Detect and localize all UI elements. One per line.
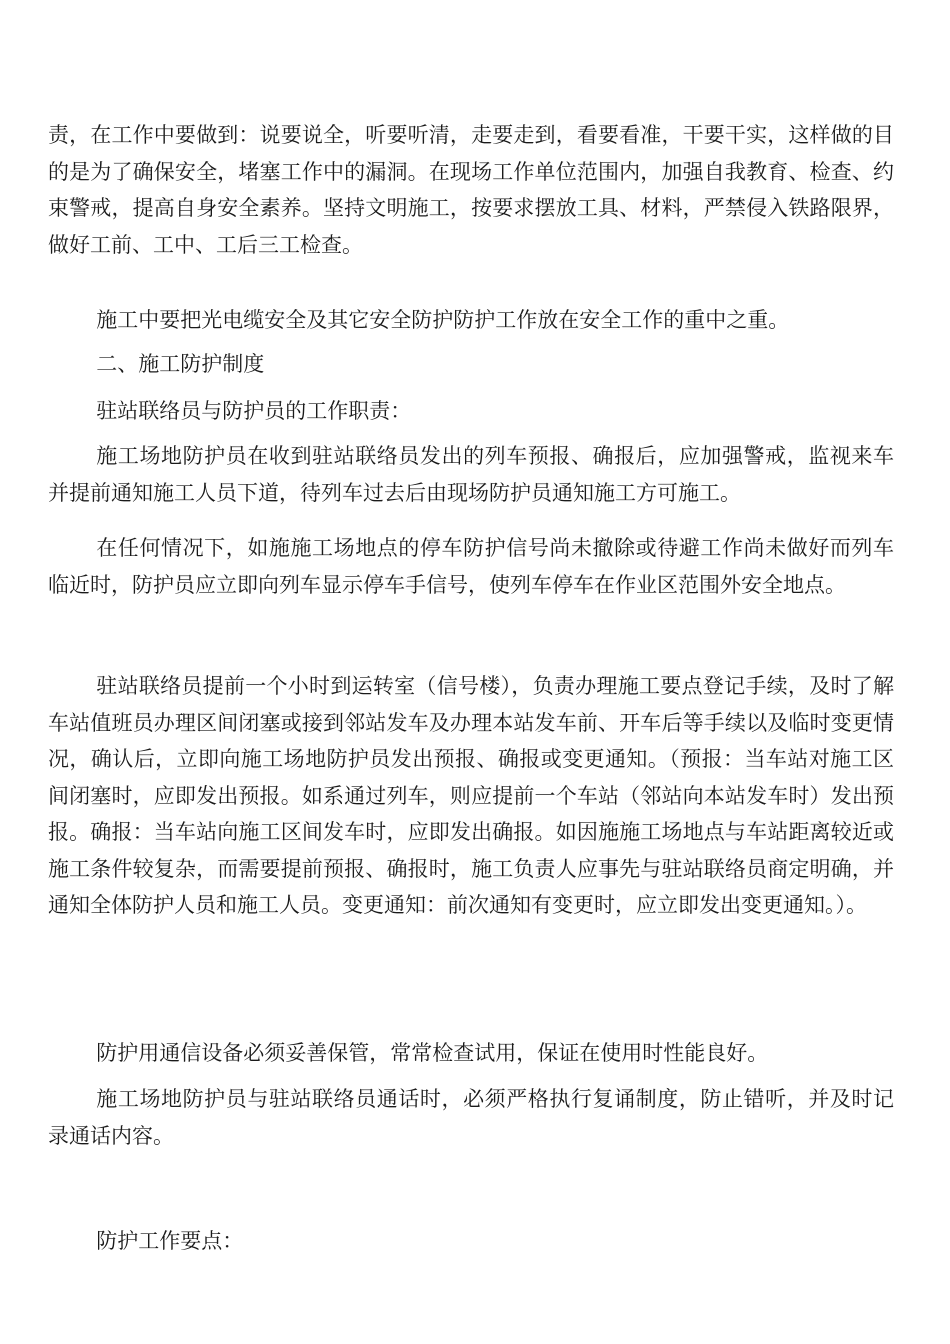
paragraph-continued-duties: 责，在工作中要做到：说要说全，听要听清，走要走到，看要看准，干要干实，这样做的目的是为了确保安全，堵塞工作中的漏洞。在现场工作单位范围内，加强自我教育、检查、约束警戒，提高自身安全素养。坚持文明施工，按要求摆放工具、材料，严禁侵入铁路限界，做好工前、工中、工后三工检查。 [48, 123, 894, 257]
paragraph-communication-equipment: 防护用通信设备必须妥善保管，常常检查试用，保证在使用时性能良好。 [96, 1041, 769, 1065]
paragraph-repeat-back-rule: 施工场地防护员与驻站联络员通话时，必须严格执行复诵制度，防止错听，并及时记录通话内容。 [48, 1087, 894, 1148]
paragraph-cable-safety: 施工中要把光电缆安全及其它安全防护防护工作放在安全工作的重中之重。 [96, 308, 790, 332]
paragraph-protection-key-points: 防护工作要点： [96, 1229, 244, 1253]
paragraph-liaison-procedure: 驻站联络员提前一个小时到运转室（信号楼），负责办理施工要点登记手续，及时了解车站值班员办理区间闭塞或接到邻站发车及办理本站发车前、开车后等手续以及临时变更情况，确认后，立即向施工场地防护员发出预报、确报或变更通知。（预报：当车站对施工区间闭塞时，应即发出预报。如系通过列车，则应提前一个车站（邻站向本站发车时）发出预报。确报：当车站向施工区间发车时，应即发出确报。如因施施工场地点与车站距离较近或施工条件较复杂，而需要提前预报、确报时，施工负责人应事先与驻站联络员商定明确，并通知全体防护人员和施工人员。变更通知：前次通知有变更时，应立即发出变更通知。）。 [48, 674, 894, 917]
paragraph-protector-warning: 施工场地防护员在收到驻站联络员发出的列车预报、确报后，应加强警戒，监视来车并提前通知施工人员下道，待列车过去后由现场防护员通知施工方可施工。 [48, 444, 894, 505]
section-heading-construction-protection: 二、施工防护制度 [96, 352, 265, 376]
paragraph-emergency-stop: 在任何情况下，如施施工场地点的停车防护信号尚未撤除或待避工作尚未做好而列车临近时，防护员应立即向列车显示停车手信号，使列车停车在作业区范围外安全地点。 [48, 536, 894, 597]
paragraph-duties-heading: 驻站联络员与防护员的工作职责： [96, 399, 412, 423]
